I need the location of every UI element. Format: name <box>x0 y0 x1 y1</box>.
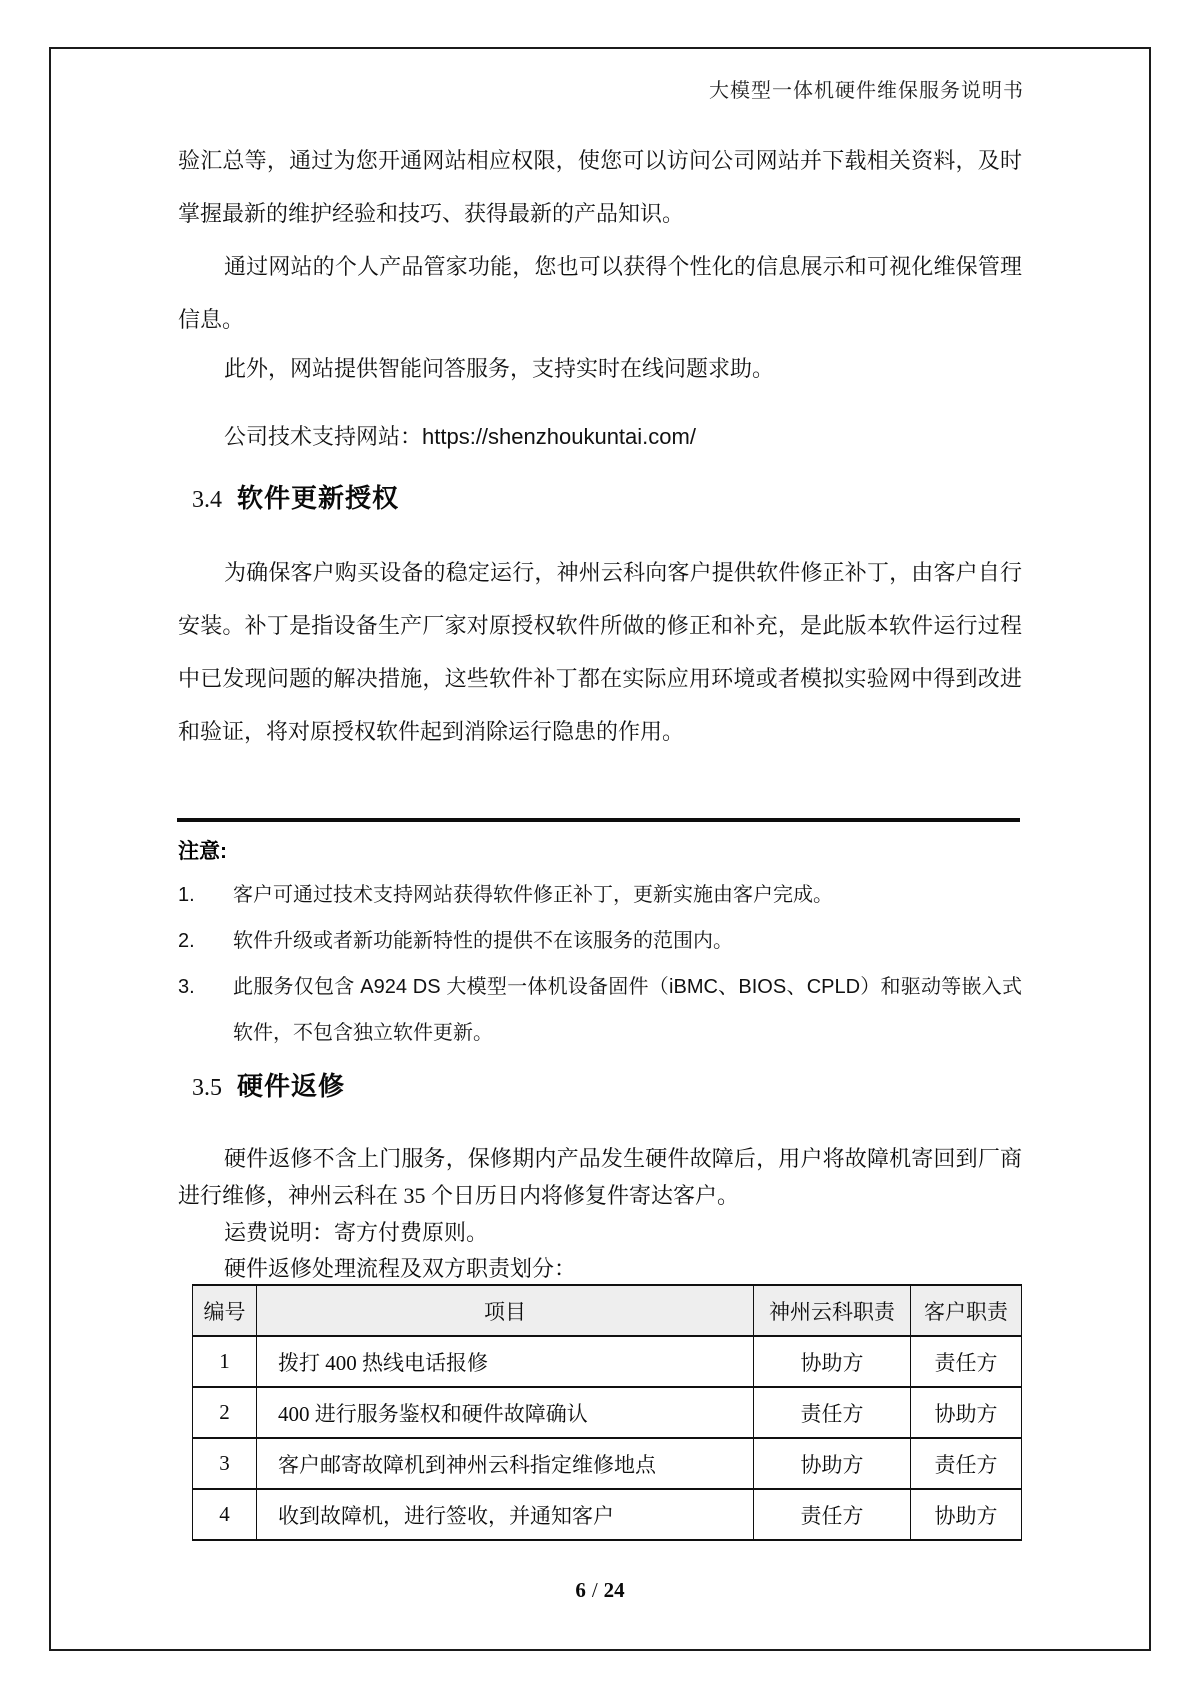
note-divider-rule <box>177 818 1020 822</box>
footer-total-pages: 24 <box>603 1578 625 1602</box>
table-cell-customer-duty: 协助方 <box>911 1387 1022 1438</box>
table-cell-vendor-duty: 协助方 <box>754 1336 911 1387</box>
footer-current-page: 6 <box>575 1578 586 1602</box>
table-cell-item: 客户邮寄故障机到神州云科指定维修地点 <box>257 1438 754 1489</box>
support-website-url: https://shenzhoukuntai.com/ <box>422 424 696 449</box>
table-cell-item: 拨打 400 热线电话报修 <box>257 1336 754 1387</box>
table-cell-customer-duty: 责任方 <box>911 1438 1022 1489</box>
table-cell-number: 4 <box>193 1489 257 1540</box>
table-row <box>193 1336 1022 1387</box>
note-item-text: 软件升级或者新功能新特性的提供不在该服务的范围内。 <box>233 930 733 952</box>
paragraph-software-patch: 为确保客户购买设备的稳定运行，神州云科向客户提供软件修正补丁，由客户自行安装。补丁是指设备生产厂家对原授权软件所做的修正和补充，是此版本软件运行过程中已发现问题的解决措施，这些软件补丁都在实际应用环境或者模拟实验网中得到改进和验证，将对原授权软件起到消除运行隐患的作用。 <box>178 560 1022 744</box>
note-item <box>178 872 1022 918</box>
paragraph-website-manager: 通过网站的个人产品管家功能，您也可以获得个性化的信息展示和可视化维保管理信息。 <box>178 254 1022 332</box>
note-item-number: 3. <box>178 976 195 998</box>
table-cell-number: 2 <box>193 1387 257 1438</box>
section-3-4-title: 软件更新授权 <box>237 483 400 513</box>
table-header-cell-customer-duty: 客户职责 <box>911 1285 1022 1336</box>
table-row <box>193 1438 1022 1489</box>
section-3-5-title: 硬件返修 <box>237 1071 346 1101</box>
section-3-5-heading <box>192 1066 345 1103</box>
table-cell-customer-duty: 责任方 <box>911 1336 1022 1387</box>
paragraph-support-website <box>178 410 1022 463</box>
table-cell-vendor-duty: 责任方 <box>754 1489 911 1540</box>
table-cell-item: 收到故障机，进行签收，并通知客户 <box>257 1489 754 1540</box>
paragraph-smart-qa: 此外，网站提供智能问答服务，支持实时在线问题求助。 <box>224 356 775 381</box>
table-row <box>193 1387 1022 1438</box>
table-header-cell-item: 项目 <box>257 1285 754 1336</box>
paragraph-table-intro: 硬件返修处理流程及双方职责划分： <box>224 1256 577 1281</box>
footer-page-number <box>0 1578 1200 1603</box>
support-website-label: 公司技术支持网站： <box>224 424 423 449</box>
note-list <box>178 872 1022 1056</box>
section-3-5-number: 3.5 <box>192 1075 222 1101</box>
document-header-title: 大模型一体机硬件维保服务说明书 <box>709 80 1024 102</box>
responsibilities-table <box>192 1284 1022 1541</box>
section-3-4-number: 3.4 <box>192 487 222 513</box>
paragraph-shipping-note: 运费说明：寄方付费原则。 <box>224 1220 489 1245</box>
table-cell-item: 400 进行服务鉴权和硬件故障确认 <box>257 1387 754 1438</box>
section-3-4-heading <box>192 478 399 515</box>
table-cell-number: 3 <box>193 1438 257 1489</box>
note-item-text: 客户可通过技术支持网站获得软件修正补丁，更新实施由客户完成。 <box>233 884 833 906</box>
note-item-number: 2. <box>178 930 195 952</box>
note-item <box>178 964 1022 1056</box>
table-cell-vendor-duty: 责任方 <box>754 1387 911 1438</box>
table-header-cell-number: 编号 <box>193 1285 257 1336</box>
table-header-row <box>193 1285 1022 1336</box>
table-cell-vendor-duty: 协助方 <box>754 1438 911 1489</box>
table-cell-customer-duty: 协助方 <box>911 1489 1022 1540</box>
footer-separator: / <box>591 1578 598 1602</box>
note-item <box>178 918 1022 964</box>
note-item-text: 此服务仅包含 A924 DS 大模型一体机设备固件（iBMC、BIOS、CPLD）和驱动等嵌入式软件，不包含独立软件更新。 <box>233 976 1022 1044</box>
note-item-number: 1. <box>178 884 195 906</box>
table-header-cell-vendor-duty: 神州云科职责 <box>754 1285 911 1336</box>
table-row <box>193 1489 1022 1540</box>
paragraph-intro-continuation: 验汇总等，通过为您开通网站相应权限，使您可以访问公司网站并下载相关资料，及时掌握最新的维护经验和技巧、获得最新的产品知识。 <box>178 148 1022 226</box>
note-label: 注意: <box>178 840 227 863</box>
paragraph-hardware-return: 硬件返修不含上门服务，保修期内产品发生硬件故障后，用户将故障机寄回到厂商进行维修，神州云科在 35 个日历日内将修复件寄达客户。 <box>178 1146 1022 1208</box>
table-cell-number: 1 <box>193 1336 257 1387</box>
